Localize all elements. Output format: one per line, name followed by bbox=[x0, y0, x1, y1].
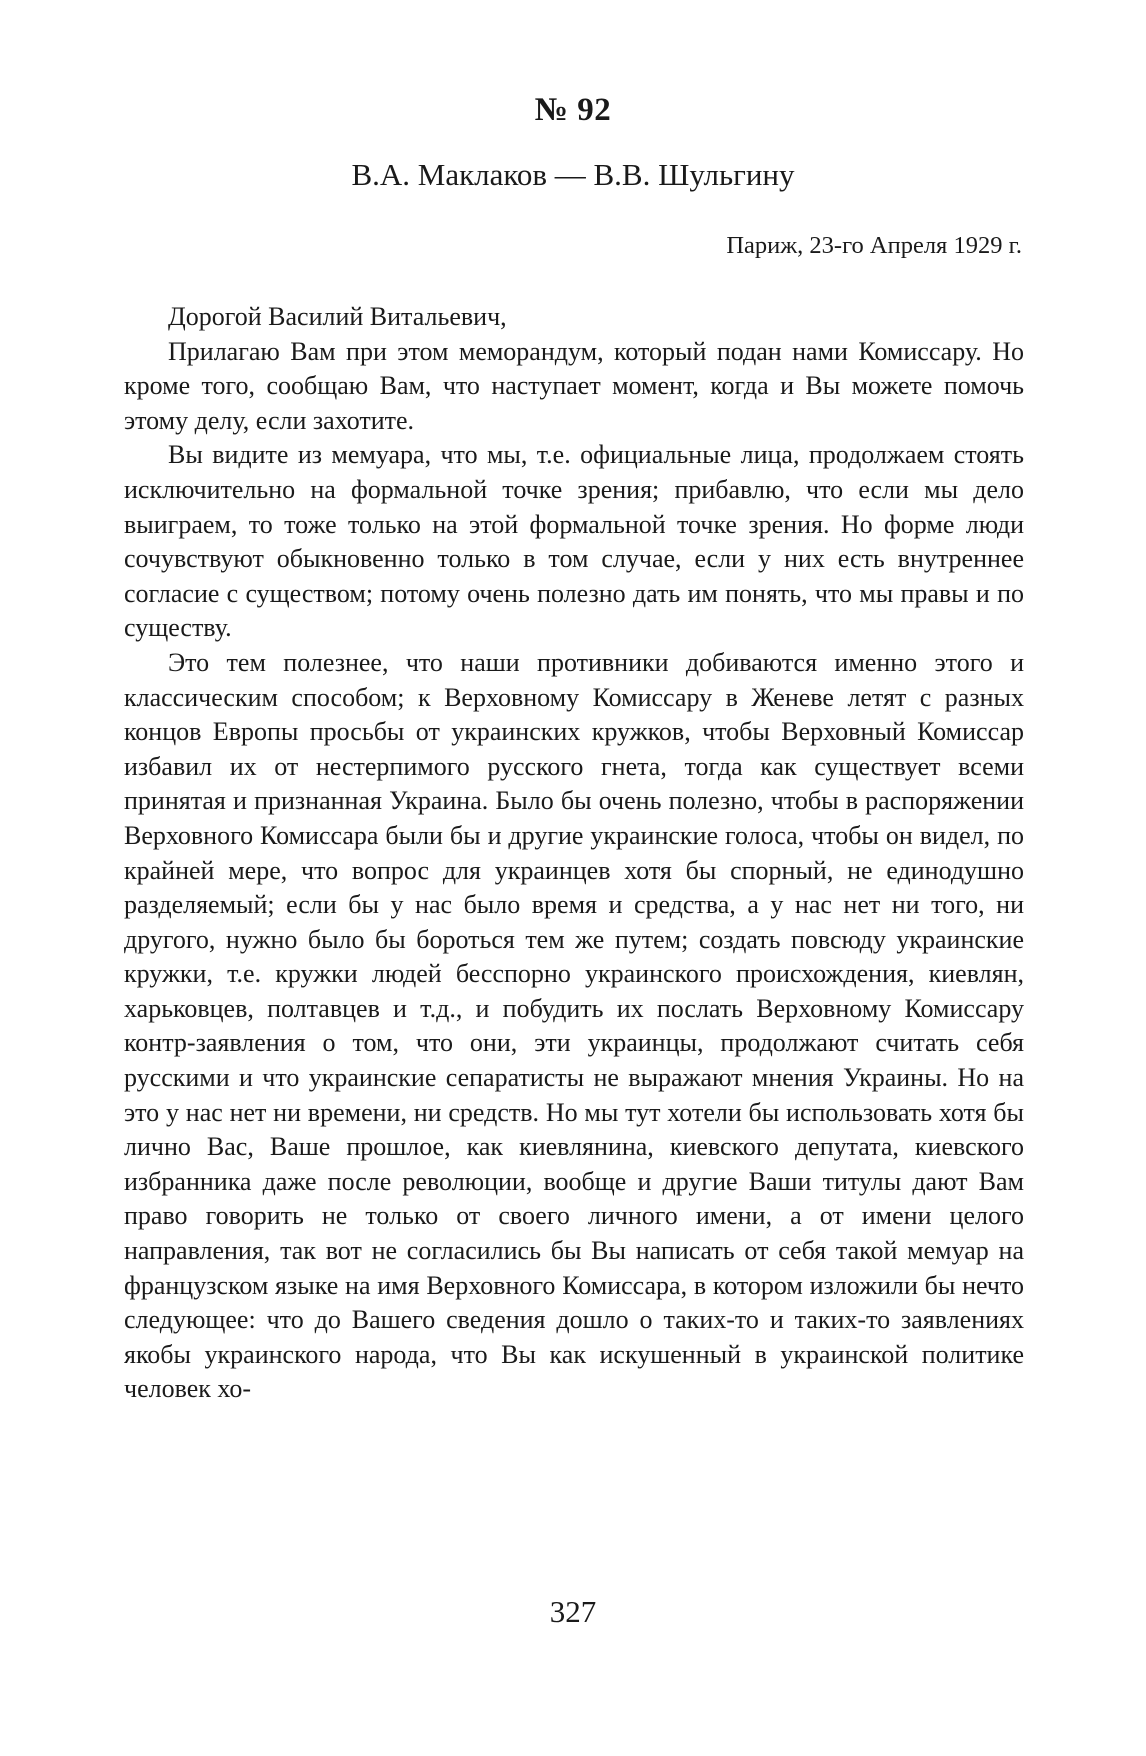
letter-body bbox=[124, 300, 1024, 1407]
paragraph: Вы видите из мемуара, что мы, т.е. официальные лица, продолжаем стоять исключительно на формальной точке зрения; прибавлю, что если мы дело выиграем, то тоже только на этой формальной точке зрения. Но форме люди сочувствуют обыкновенно только в том случае, если у них есть внутреннее согласие с существом; потому очень полезно дать им понять, что мы правы и по существу. bbox=[124, 440, 1024, 643]
paragraph: Прилагаю Вам при этом меморандум, который подан нами Комиссару. Но кроме того, сообщаю Вам, что наступает момент, когда и Вы можете помочь этому делу, если захотите. bbox=[124, 336, 1024, 435]
document-dateline: Париж, 23-го Апреля 1929 г. bbox=[726, 232, 1022, 259]
paragraph: Это тем полезнее, что наши противники добиваются именно этого и классическим способом; к Верховному Комиссару в Женеве летят с разных концов Европы просьбы от украинских кружков, чтобы Верховный Комиссар избавил их от нестерпимого русского гнета, тогда как существует всеми принятая и признанная Украина. Было бы очень полезно, чтобы в распоряжении Верховного Комиссара были бы и другие украинские голоса, чтобы он видел, по крайней мере, что вопрос для украинцев хотя бы спорный, не единодушно разделяемый; если бы у нас было время и средства, а у нас нет ни того, ни другого, нужно было бы бороться тем же путем; создать повсюду украинские кружки, т.е. кружки людей бесспорно украинского происхождения, киевлян, харьковцев, полтавцев и т.д., и побудить их послать Верховному Комиссару контр-заявления о том, что они, эти украинцы, продолжают считать себя русскими и что украинские сепаратисты не выражают мнения Украины. Но на это у нас нет ни времени, ни средств. Но мы тут хотели бы использовать хотя бы лично Вас, Ваше прошлое, как киевлянина, киевского депутата, киевского избранника даже после революции, вообще и другие Ваши титулы дают Вам право говорить не только от своего личного имени, а от имени целого направления, так вот не согласились бы Вы написать от себя такой мемуар на французском языке на имя Верховного Комиссара, в котором изложили бы нечто следующее: что до Вашего сведения дошло о таких-то и таких-то заявлениях якобы украинского народа, что Вы как искушенный в украинской политике человек хо- bbox=[124, 647, 1024, 1404]
page-number: 327 bbox=[549, 1594, 597, 1629]
document-heading: В.А. Маклаков — В.В. Шульгину bbox=[351, 157, 795, 192]
document-number: № 92 bbox=[534, 92, 612, 128]
salutation: Дорогой Василий Витальевич, bbox=[168, 302, 507, 331]
